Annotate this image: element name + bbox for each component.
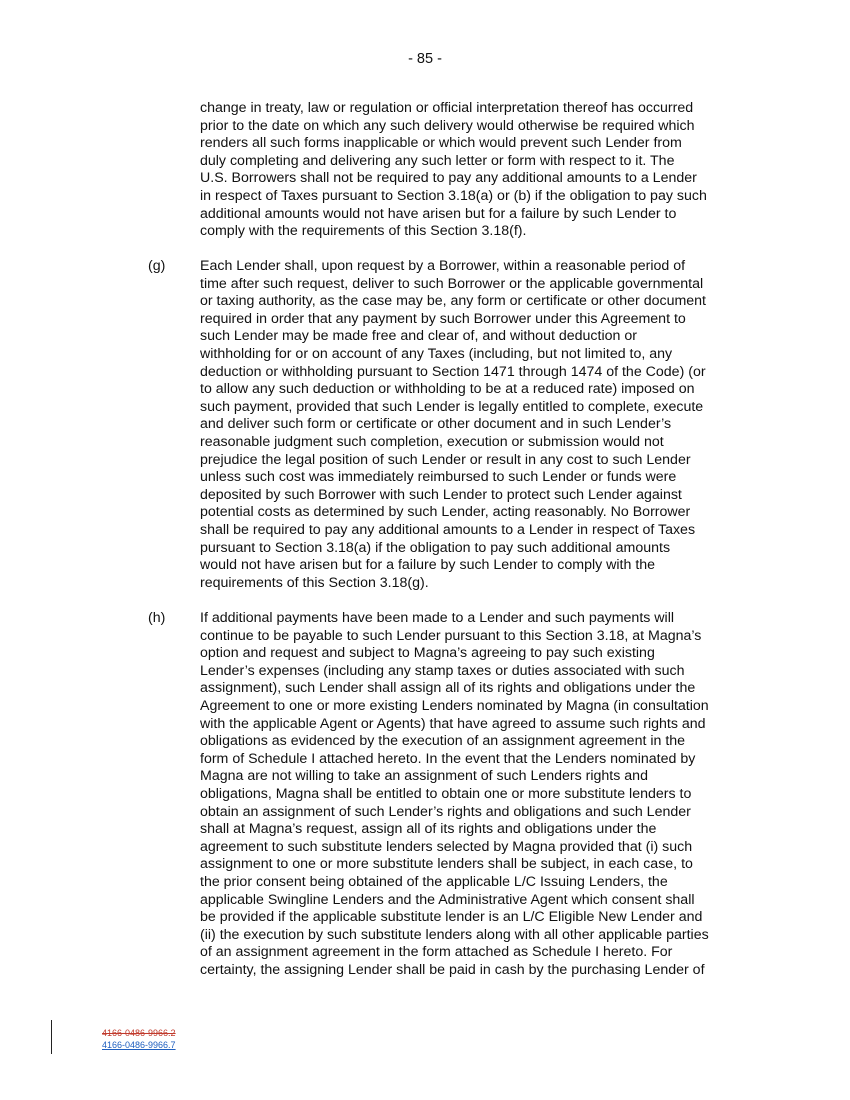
doc-id-deleted: 4166-0486-9966.2: [102, 1028, 176, 1038]
revision-change-bar: [51, 1020, 52, 1054]
doc-id-inserted: 4166-0486-9966.7: [102, 1040, 176, 1050]
clause-body: Each Lender shall, upon request by a Borrower, within a reasonable period of time after such request, deliver to such Borrower or the applicable governmental or taxing authority, as the case may be, any form or certificate or other document required in order that any payment by such Borrower under this Agreement to such Lender may be made free and clear of, and without deduction or withholding for or on account of any Taxes (including, but not limited to, any deduction or withholding pursuant to Section 1471 through 1474 of the Code) (or to allow any such deduction or withholding to be at a reduced rate) imposed on such payment, provided that such Lender is legally entitled to complete, execute and deliver such form or certificate or other document and in such Lender’s reasonable judgment such completion, execution or submission would not prejudice the legal position of such Lender or result in any cost to such Lender unless such cost was immediately reimbursed to such Lender or funds were deposited by such Borrower with such Lender to protect such Lender against potential costs as determined by such Lender, acting reasonably. No Borrower shall be required to pay any additional amounts to a Lender in respect of Taxes pursuant to Section 3.18(a) if the obligation to pay such additional amounts would not have arisen but for a failure by such Lender to comply with the requirements of this Section 3.18(g).: [200, 258, 706, 591]
page-number: - 85 -: [408, 51, 442, 67]
clause-body: If additional payments have been made to a Lender and such payments will continue to be payable to such Lender pursuant to this Section 3.18, at Magna’s option and request and subject to Magna’s agreeing to pay such existing Lender’s expenses (including any stamp taxes or duties associated with such assignment), such Lender shall assign all of its rights and obligations under the Agreement to one or more existing Lenders nominated by Magna (in consultation with the applicable Agent or Agents) that have agreed to assume such rights and obligations as evidenced by the execution of an assignment agreement in the form of Schedule I attached hereto. In the event that the Lenders nominated by Magna are not willing to take an assignment of such Lenders rights and obligations, Magna shall be entitled to obtain one or more substitute lenders to obtain an assignment of such Lender’s rights and obligations and such Lender shall at Magna’s request, assign all of its rights and obligations under the agreement to such substitute lenders selected by Magna provided that (i) such assignment to one or more substitute lenders shall be subject, in each case, to the prior consent being obtained of the applicable L/C Issuing Lenders, the applicable Swingline Lenders and the Administrative Agent which consent shall be provided if the applicable substitute lender is an L/C Eligible New Lender and (ii) the execution by such substitute lenders along with all other applicable parties of an assignment agreement in the form attached as Schedule I hereto. For certainty, the assigning Lender shall be paid in cash by the purchasing Lender of: [200, 610, 709, 978]
clause-label: (h): [148, 610, 166, 626]
continued-paragraph: change in treaty, law or regulation or official interpretation thereof has occurred prior to the date on which any such delivery would otherwise be required which renders all such forms inapplicable or which would prevent such Lender from duly completing and delivering any such letter or form with respect to it. The U.S. Borrowers shall not be required to pay any additional amounts to a Lender in respect of Taxes pursuant to Section 3.18(a) or (b) if the obligation to pay such additional amounts would not have arisen but for a failure by such Lender to comply with the requirements of this Section 3.18(f).: [200, 100, 707, 240]
clause-label: (g): [148, 258, 166, 274]
